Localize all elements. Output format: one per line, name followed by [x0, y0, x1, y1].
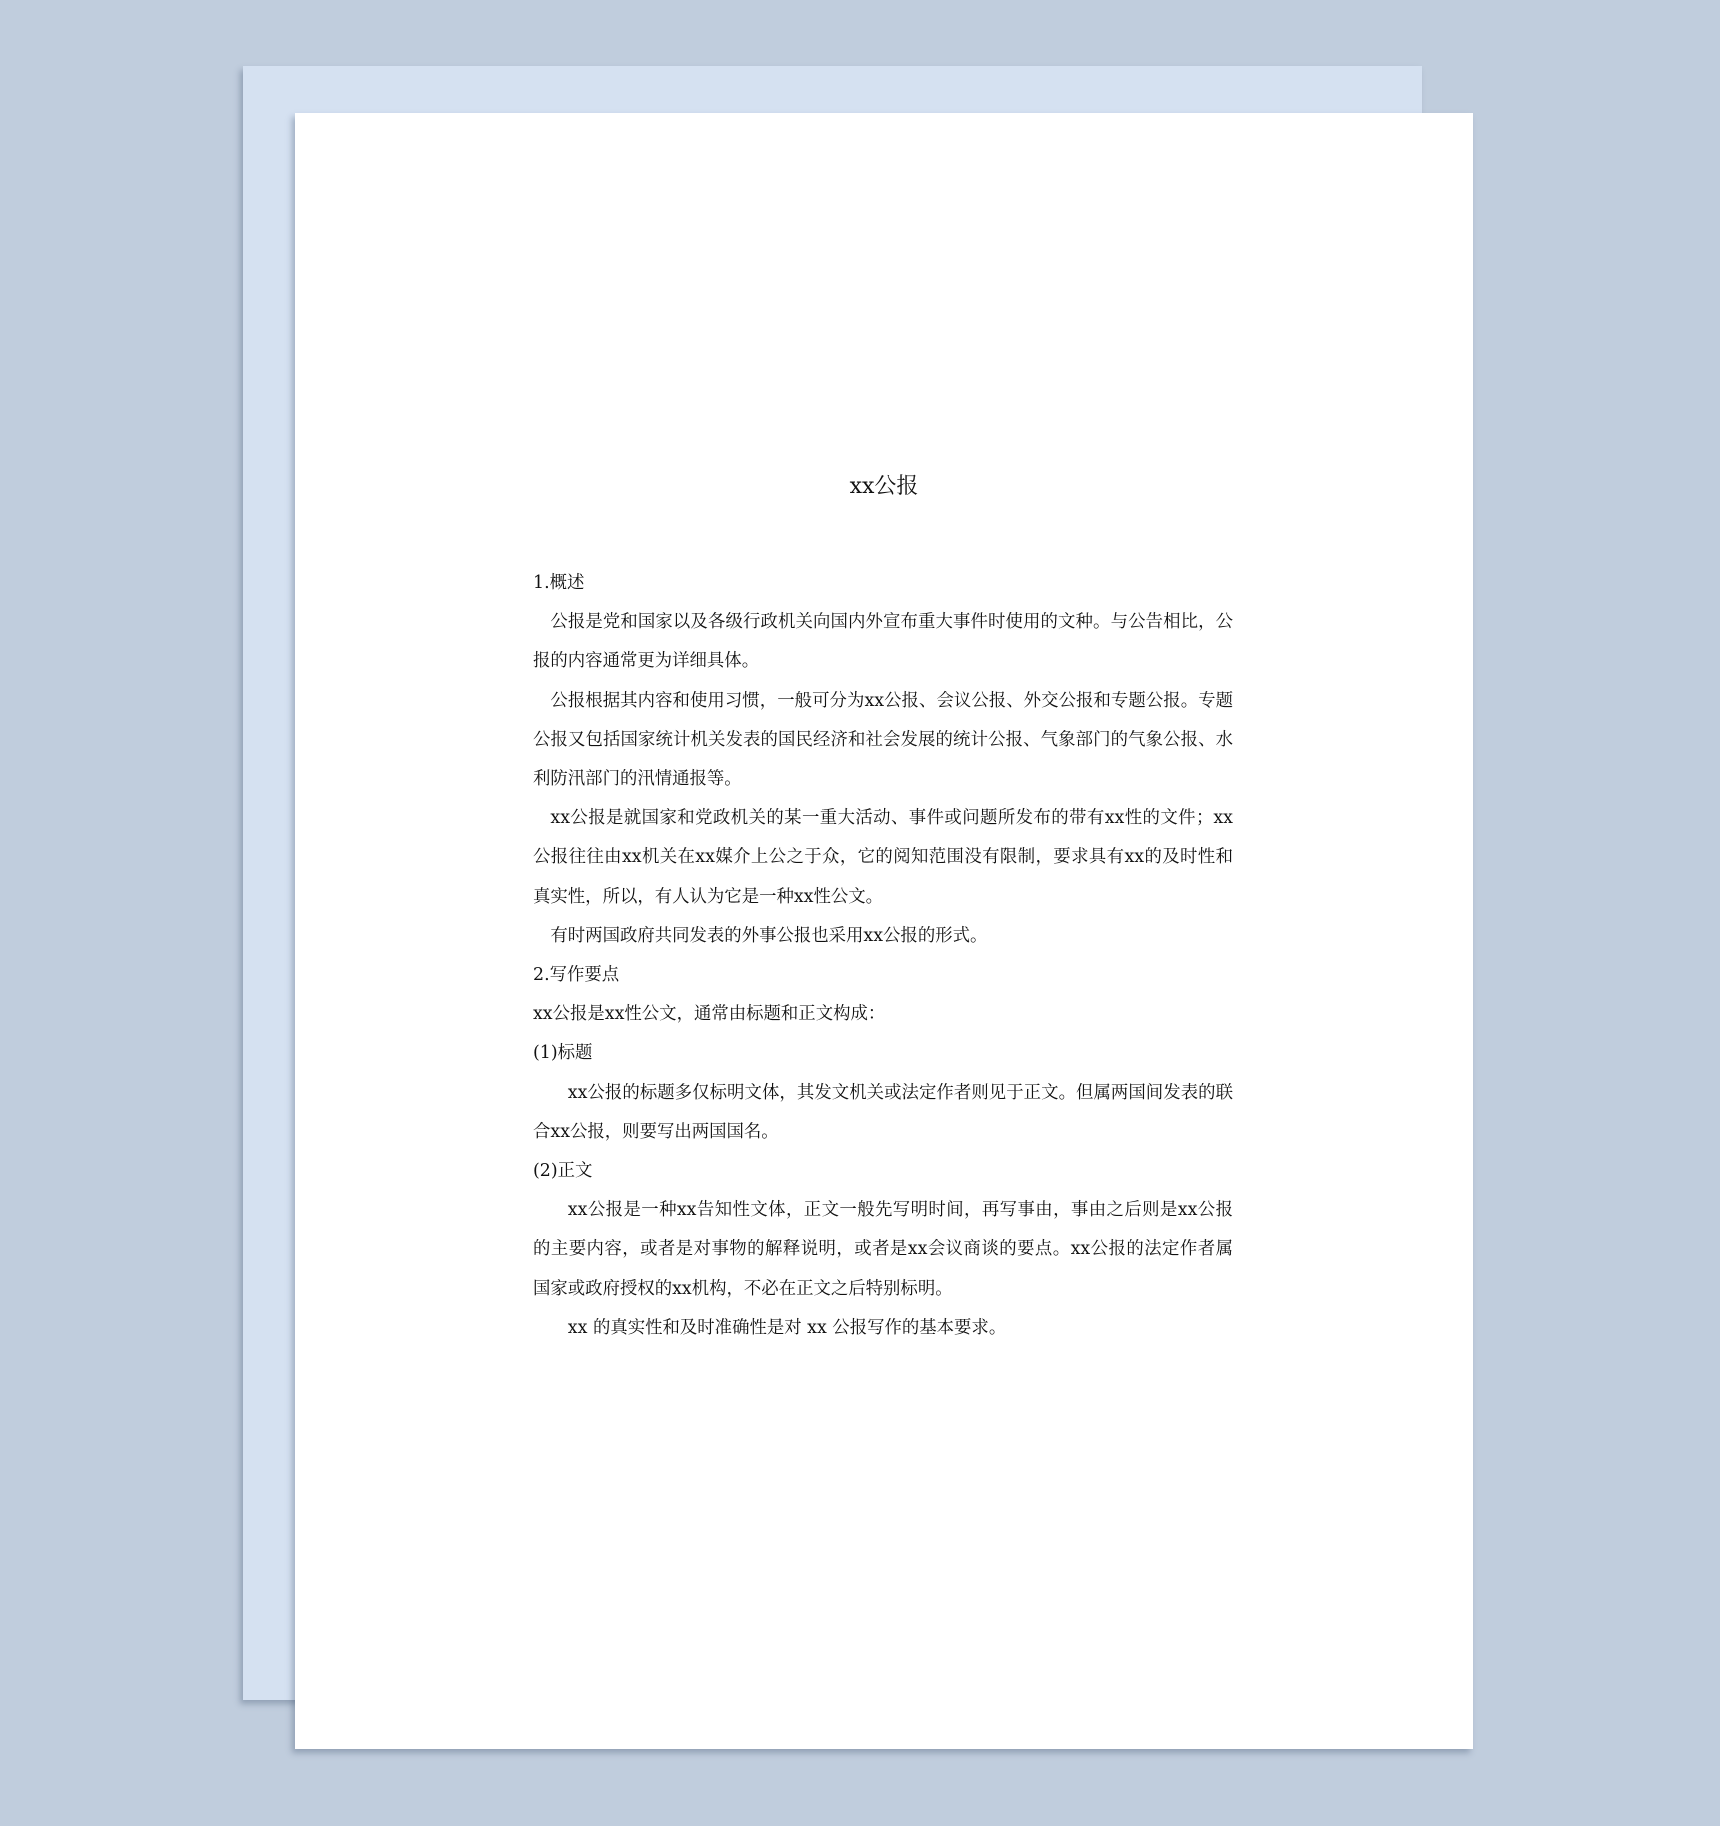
paragraph: xx公报是一种xx告知性文体，正文一般先写明时间，再写事由，事由之后则是xx公报的主要内容，或者是对事物的解释说明，或者是xx会议商谈的要点。xx公报的法定作者属国家或政府授权的xx机构，不必在正文之后特别标明。 [533, 1200, 1233, 1299]
subsection-heading: (1)标题 [533, 1043, 593, 1064]
document-body [533, 564, 1233, 1348]
paragraph: xx公报是就国家和党政机关的某一重大活动、事件或问题所发布的带有xx性的文件；xx公报往往由xx机关在xx媒介上公之于众，它的阅知范围没有限制，要求具有xx的及时性和真实性，所以，有人认为它是一种xx性公文。 [533, 808, 1233, 907]
paragraph: xx公报的标题多仅标明文体，其发文机关或法定作者则见于正文。但属两国间发表的联合xx公报，则要写出两国国名。 [533, 1082, 1233, 1142]
document-page [295, 113, 1473, 1749]
paragraph: 公报是党和国家以及各级行政机关向国内外宣布重大事件时使用的文种。与公告相比，公报的内容通常更为详细具体。 [533, 612, 1233, 672]
subsection-heading: (2)正文 [533, 1161, 593, 1182]
paragraph: 公报根据其内容和使用习惯，一般可分为xx公报、会议公报、外交公报和专题公报。专题公报又包括国家统计机关发表的国民经济和社会发展的统计公报、气象部门的气象公报、水利防汛部门的汛情通报等。 [533, 690, 1233, 790]
paragraph: 有时两国政府共同发表的外事公报也采用xx公报的形式。 [550, 925, 988, 946]
paragraph: xx公报是xx性公文，通常由标题和正文构成： [533, 1004, 886, 1025]
section-heading: 2.写作要点 [533, 965, 620, 986]
section-heading: 1.概述 [533, 573, 585, 593]
document-title: xx公报 [849, 474, 919, 499]
paragraph: xx 的真实性和及时准确性是对 xx 公报写作的基本要求。 [567, 1317, 1007, 1338]
